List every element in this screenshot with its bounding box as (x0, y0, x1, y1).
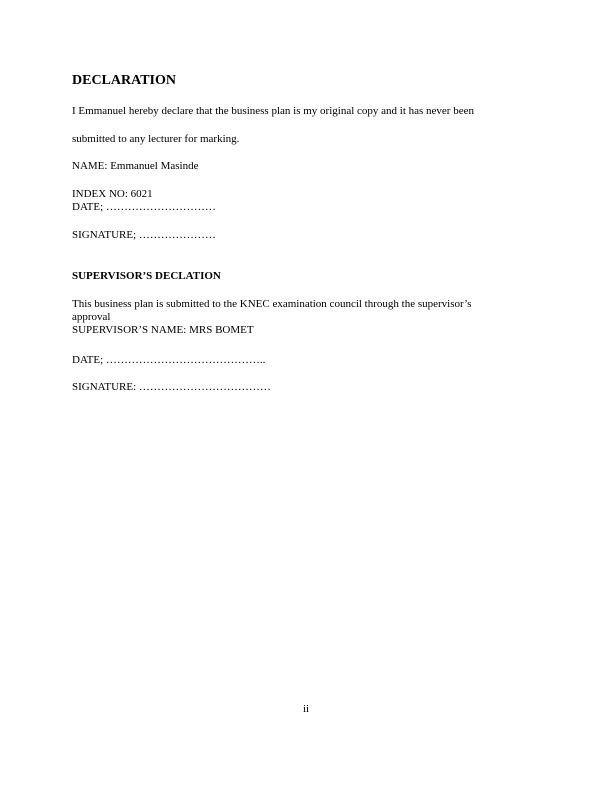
supervisor-statement-line-1: This business plan is submitted to the KNEC examination council through the supervisor’s (72, 298, 472, 310)
index-number: INDEX NO: 6021 (72, 188, 153, 200)
supervisor-signature: SIGNATURE: ……………………………… (72, 381, 271, 393)
declaration-signature: SIGNATURE; ………………… (72, 229, 216, 241)
student-name: NAME: Emmanuel Masinde (72, 160, 199, 172)
supervisor-name: SUPERVISOR’S NAME: MRS BOMET (72, 324, 254, 336)
supervisor-heading: SUPERVISOR’S DECLATION (72, 270, 221, 282)
supervisor-date: DATE; …………………………………….. (72, 354, 266, 366)
declaration-date: DATE; ………………………… (72, 201, 216, 213)
declaration-statement-line-2: submitted to any lecturer for marking. (72, 133, 240, 145)
declaration-heading: DECLARATION (72, 73, 176, 88)
page-number: ii (302, 703, 310, 715)
supervisor-statement-line-2: approval (72, 311, 111, 323)
declaration-statement-line-1: I Emmanuel hereby declare that the business plan is my original copy and it has never been (72, 105, 474, 117)
